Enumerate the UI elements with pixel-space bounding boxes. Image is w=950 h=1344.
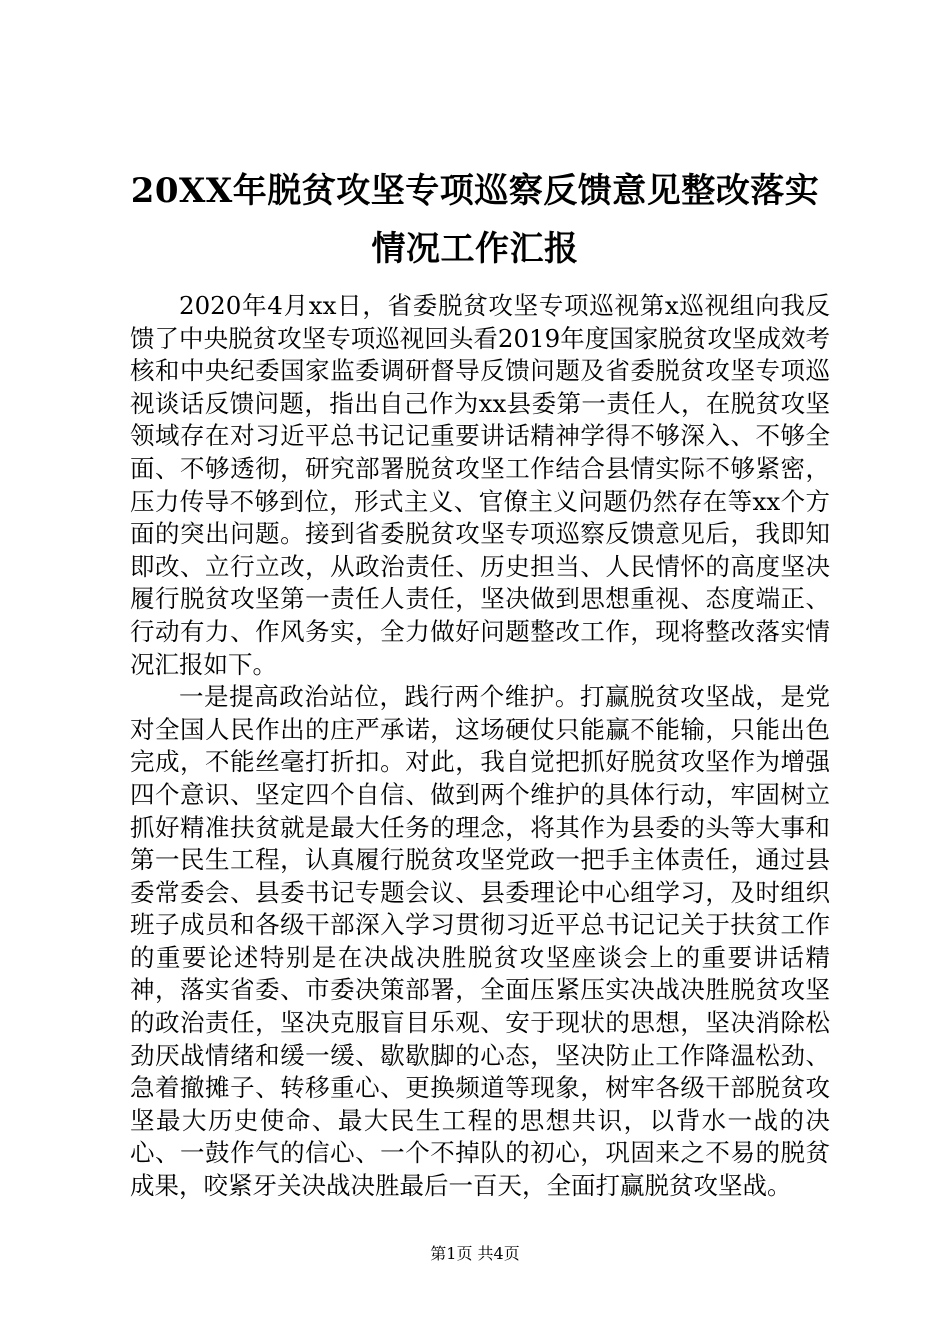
page-number-footer: 第1页 共4页 <box>430 1244 520 1263</box>
paragraph-point-one: 一是提高政治站位，践行两个维护。打赢脱贫攻坚战，是党对全国人民作出的庄严承诺，这场硬仗只能赢不能输，只能出色完成，不能丝毫打折扣。对此，我自觉把抓好脱贫攻坚作为增强四个意识、坚定四个自信、做到两个维护的具体行动，牢固树立抓好精准扶贫就是最大任务的理念，将其作为县委的头等大事和第一民生工程，认真履行脱贫攻坚党政一把手主体责任，通过县委常委会、县委书记专题会议、县委理论中心组学习，及时组织班子成员和各级干部深入学习贯彻习近平总书记记关于扶贫工作的重要论述特别是在决战决胜脱贫攻坚座谈会上的重要讲话精神，落实省委、市委决策部署，全面压紧压实决战决胜脱贫攻坚的政治责任，坚决克服盲目乐观、安于现状的思想，坚决消除松劲厌战情绪和缓一缓、歇歇脚的心态，坚决防止工作降温松劲、急着撤摊子、转移重心、更换频道等现象，树牢各级干部脱贫攻坚最大历史使命、最大民生工程的思想共识，以背水一战的决心、一鼓作气的信心、一个不掉队的初心，巩固来之不易的脱贫成果，咬紧牙关决战决胜最后一百天，全面打赢脱贫攻坚战。 <box>130 682 830 1201</box>
document-title-line-1: 20XX年脱贫攻坚专项巡察反馈意见整改落实 <box>130 171 820 211</box>
document-title-line-2: 情况工作汇报 <box>371 229 579 269</box>
paragraph-intro: 2020年4月xx日，省委脱贫攻坚专项巡视第x巡视组向我反馈了中央脱贫攻坚专项巡视回头看2019年度国家脱贫攻坚成效考核和中央纪委国家监委调研督导反馈问题及省委脱贫攻坚专项巡视谈话反馈问题，指出自己作为xx县委第一责任人，在脱贫攻坚领域存在对习近平总书记记重要讲话精神学得不够深入、不够全面、不够透彻，研究部署脱贫攻坚工作结合县情实际不够紧密，压力传导不够到位，形式主义、官僚主义问题仍然存在等xx个方面的突出问题。接到省委脱贫攻坚专项巡察反馈意见后，我即知即改、立行立改，从政治责任、历史担当、人民情怀的高度坚决履行脱贫攻坚第一责任人责任，坚决做到思想重视、态度端正、行动有力、作风务实，全力做好问题整改工作，现将整改落实情况汇报如下。 <box>130 291 830 679</box>
document-body <box>130 290 830 1203</box>
